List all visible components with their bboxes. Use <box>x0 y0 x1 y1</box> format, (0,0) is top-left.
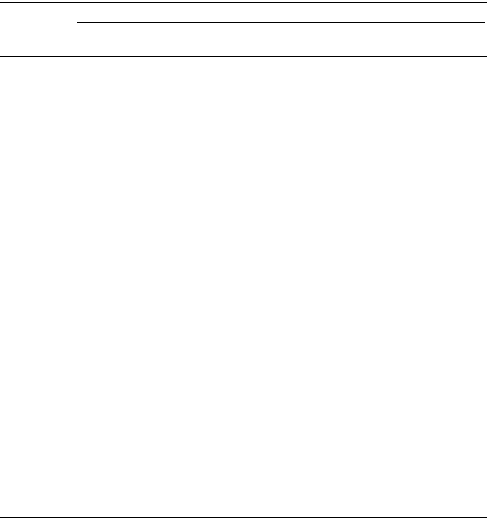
header-rule <box>0 56 487 57</box>
bottom-rule <box>0 517 487 518</box>
column-group-rule <box>77 22 485 23</box>
top-rule <box>0 2 487 3</box>
